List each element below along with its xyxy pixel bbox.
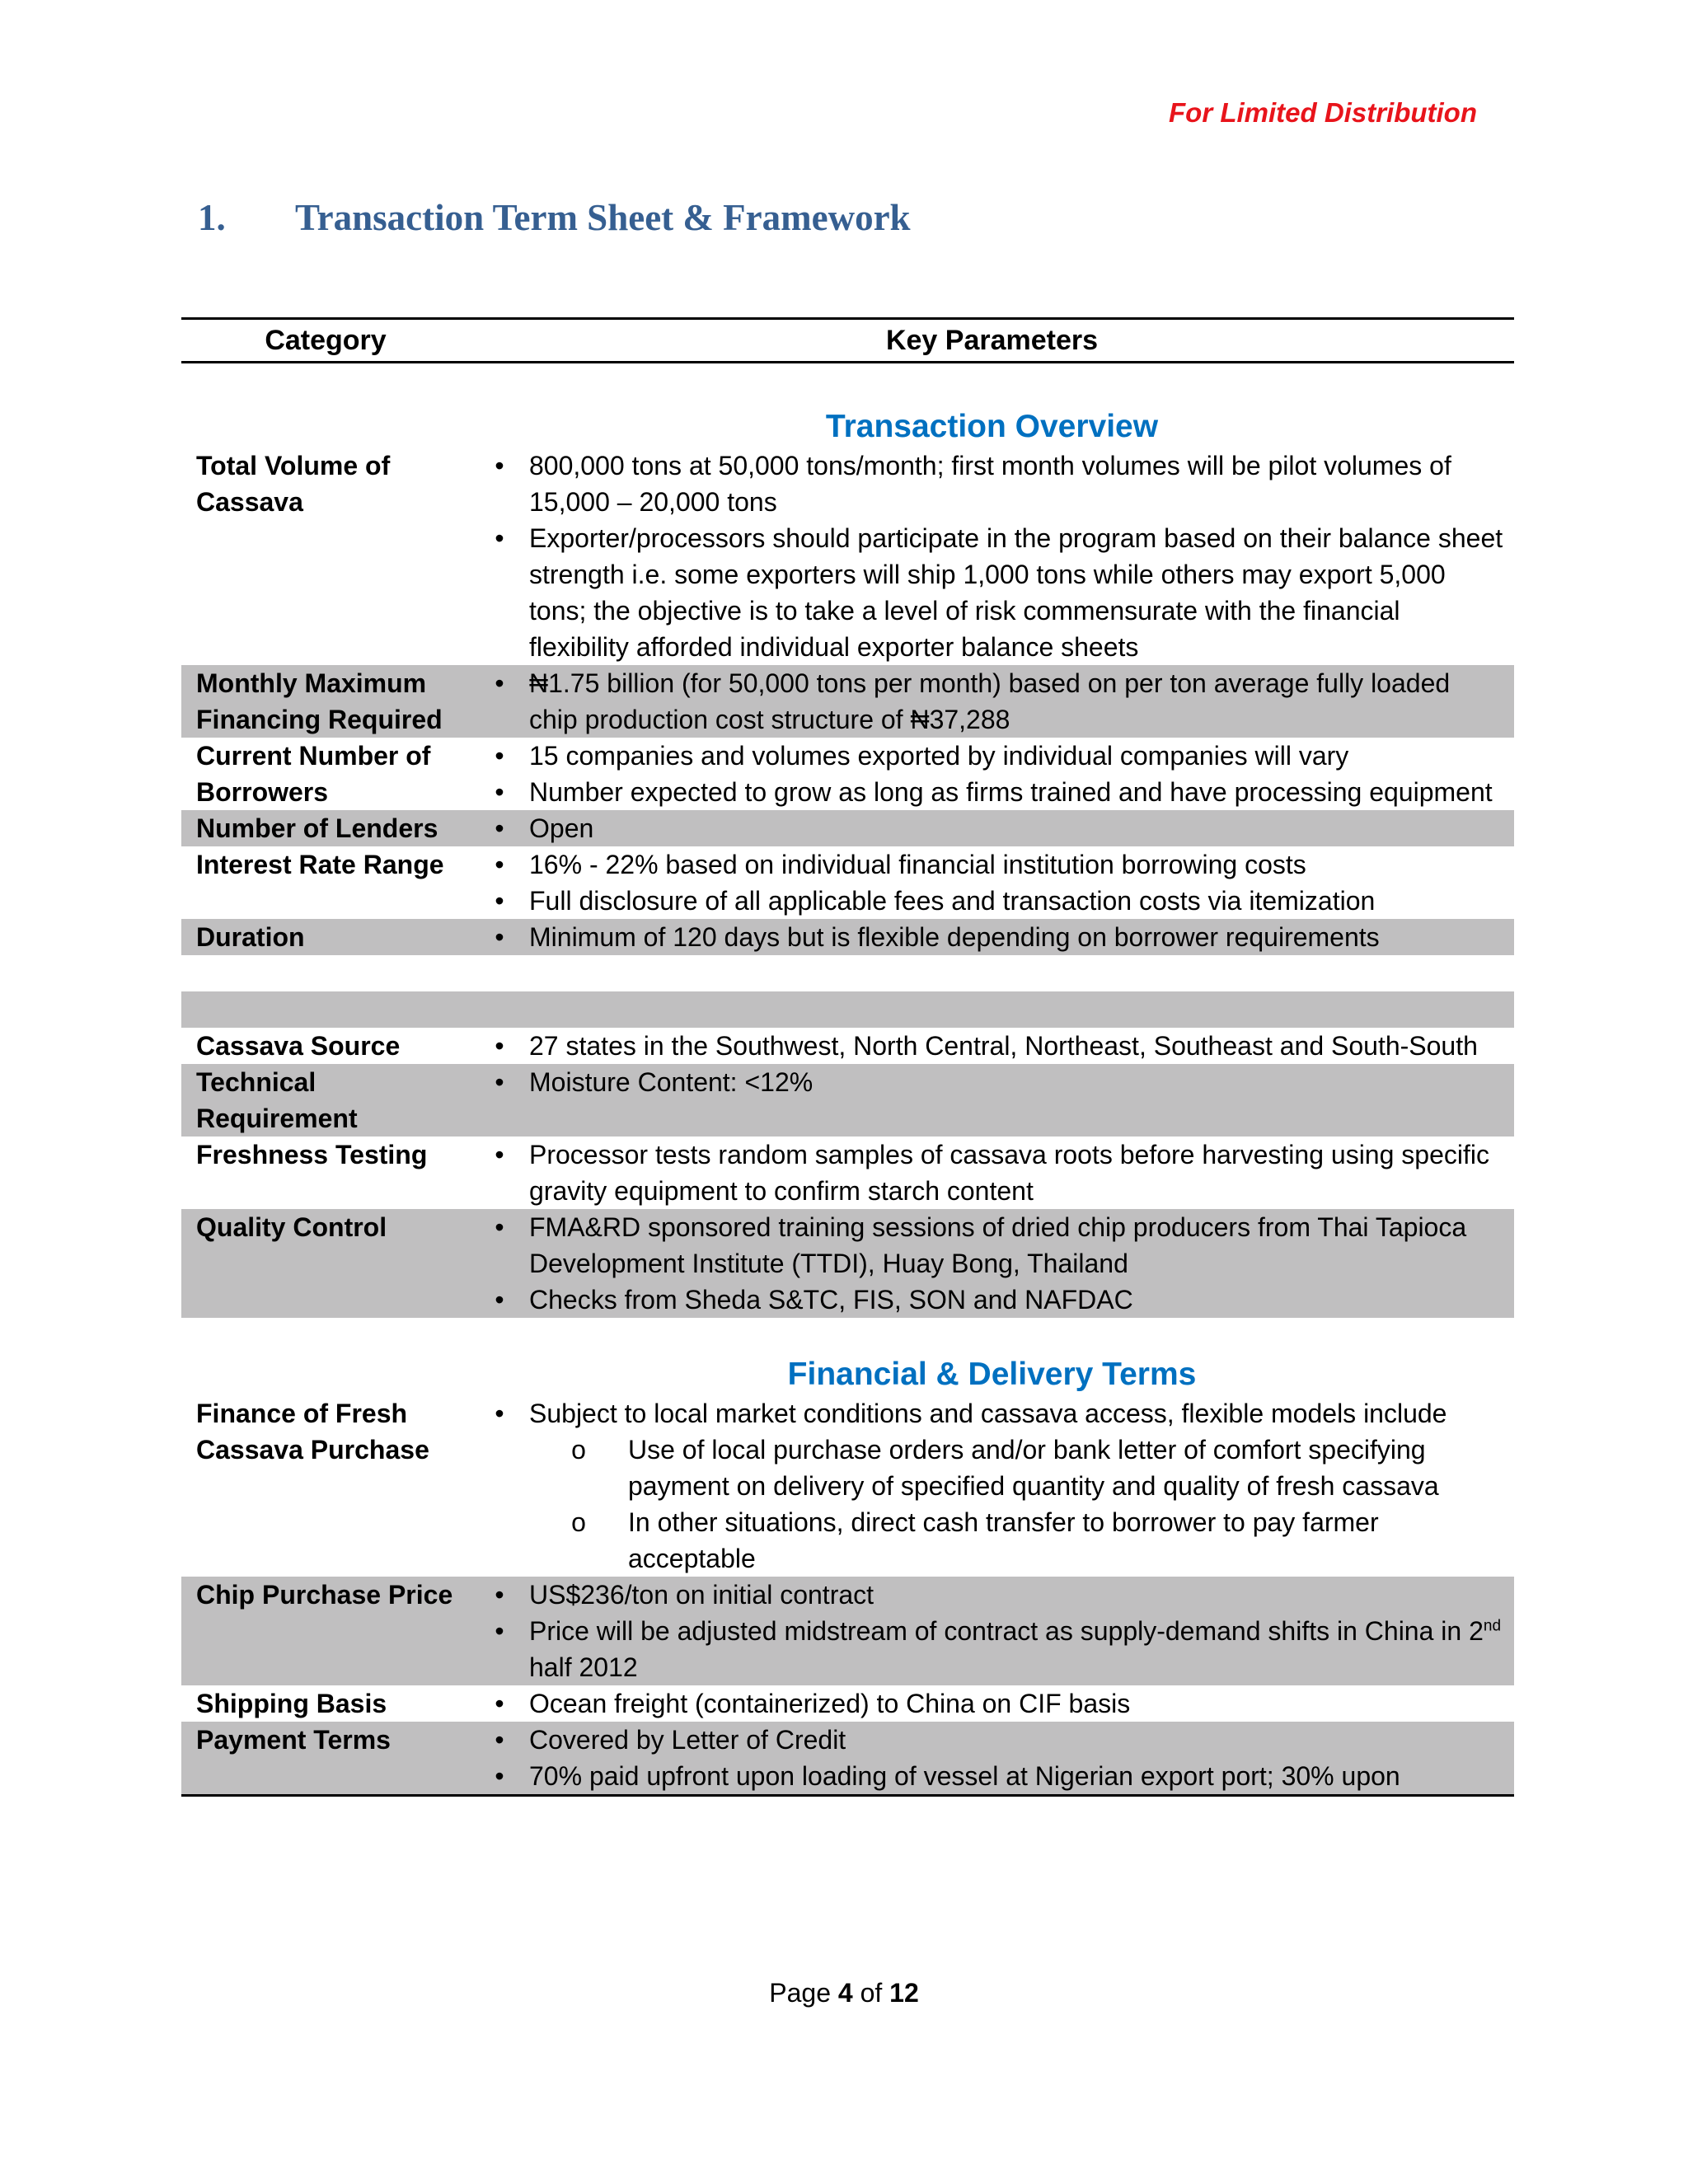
table-row — [181, 665, 1514, 738]
row-label: Duration — [196, 922, 305, 952]
table-row — [181, 1064, 1514, 1137]
param-text: Processor tests random samples of cassava roots before harvesting using specific gravity equipment to confirm starch content — [529, 1140, 1489, 1206]
row-label: Technical Requirement — [196, 1067, 358, 1133]
param-text: 15 companies and volumes exported by individual companies will vary — [529, 741, 1349, 771]
param-text: Checks from Sheda S&TC, FIS, SON and NAFDAC — [529, 1285, 1133, 1315]
param-text: Exporter/processors should participate in the program based on their balance sheet strength i.e. some exporters will ship 1,000 tons while others may export 5,000 tons; the objective is to take a level of risk commensurate with the financial flexibility afforded individual exporter balance sheets — [529, 523, 1503, 662]
table-row — [181, 1028, 1514, 1064]
term-sheet-table — [181, 317, 1514, 1797]
section-title-financial-delivery: Financial & Delivery Terms — [787, 1357, 1197, 1392]
page-total: 12 — [889, 1978, 919, 2008]
param-text: 27 states in the Southwest, North Central, Northeast, Southeast and South-South — [529, 1031, 1478, 1061]
bullet-icon: • — [495, 668, 504, 698]
heading-title: Transaction Term Sheet & Framework — [295, 197, 911, 238]
param-subtext: Use of local purchase orders and/or bank letter of comfort specifying payment on delivery of specified quantity and quality of fresh cassava — [628, 1435, 1439, 1501]
param-text: Ocean freight (containerized) to China on CIF basis — [529, 1689, 1131, 1718]
table-row — [181, 738, 1514, 810]
bullet-icon: • — [495, 1580, 504, 1610]
section-divider-bar — [181, 991, 1514, 1028]
page-footer — [0, 1978, 1688, 2008]
bullet-icon: • — [495, 1140, 504, 1169]
param-text: US$236/ton on initial contract — [529, 1580, 874, 1610]
bullet-icon: • — [495, 1031, 504, 1061]
param-text: Number expected to grow as long as firms trained and have processing equipment — [529, 777, 1493, 807]
table-header — [181, 317, 1514, 363]
param-text: Price will be adjusted midstream of contract as supply-demand shifts in China in 2nd half 2012 — [529, 1616, 1502, 1682]
bullet-icon: • — [495, 1285, 504, 1315]
page-number: 4 — [837, 1978, 853, 2008]
bullet-icon: • — [495, 1212, 504, 1242]
row-label: Chip Purchase Price — [196, 1580, 453, 1610]
sub-bullet-icon: o — [571, 1435, 586, 1465]
bullet-icon: • — [495, 1689, 504, 1718]
param-text: Minimum of 120 days but is flexible depending on borrower requirements — [529, 922, 1380, 952]
table-row — [181, 1137, 1514, 1209]
row-label: Monthly Maximum Financing Required — [196, 668, 443, 734]
column-header-key-parameters: Key Parameters — [885, 324, 1099, 356]
bullet-icon: • — [495, 1725, 504, 1755]
row-label: Current Number of Borrowers — [196, 741, 431, 807]
table-row — [181, 919, 1514, 955]
table-row — [181, 1395, 1514, 1577]
param-text: Moisture Content: <12% — [529, 1067, 814, 1097]
row-label: Cassava Source — [196, 1031, 401, 1061]
row-label: Interest Rate Range — [196, 850, 444, 879]
bullet-icon: • — [495, 850, 504, 879]
param-subtext: In other situations, direct cash transfer to borrower to pay farmer acceptable — [628, 1507, 1379, 1573]
table-bottom-rule — [181, 1794, 1514, 1797]
param-text: Covered by Letter of Credit — [529, 1725, 846, 1755]
param-text: Subject to local market conditions and cassava access, flexible models include — [529, 1399, 1447, 1428]
bullet-icon: • — [495, 1761, 504, 1791]
table-row — [181, 1577, 1514, 1685]
row-label: Shipping Basis — [196, 1689, 387, 1718]
bullet-icon: • — [495, 813, 504, 843]
column-header-category: Category — [265, 324, 387, 356]
bullet-icon: • — [495, 741, 504, 771]
param-text: FMA&RD sponsored training sessions of dried chip producers from Thai Tapioca Development Institute (TTDI), Huay Bong, Thailand — [529, 1212, 1467, 1278]
bullet-icon: • — [495, 451, 504, 480]
table-row — [181, 1685, 1514, 1722]
sub-bullet-icon: o — [571, 1507, 586, 1537]
table-row — [181, 846, 1514, 919]
param-text: Full disclosure of all applicable fees and transaction costs via itemization — [529, 886, 1376, 916]
bullet-icon: • — [495, 523, 504, 553]
row-label: Finance of Fresh Cassava Purchase — [196, 1399, 429, 1465]
heading-number: 1. — [198, 197, 226, 238]
param-text: Open — [529, 813, 594, 843]
bullet-icon: • — [495, 1067, 504, 1097]
table-row — [181, 448, 1514, 665]
page-heading — [198, 196, 911, 239]
row-label: Total Volume of Cassava — [196, 451, 391, 517]
bullet-icon: • — [495, 886, 504, 916]
bullet-icon: • — [495, 1616, 504, 1646]
row-label: Quality Control — [196, 1212, 387, 1242]
page-word: Page — [769, 1978, 831, 2008]
bullet-icon: • — [495, 922, 504, 952]
row-label: Number of Lenders — [196, 813, 438, 843]
table-row — [181, 1209, 1514, 1318]
param-text: 70% paid upfront upon loading of vessel at Nigerian export port; 30% upon — [529, 1761, 1400, 1791]
distribution-notice: For Limited Distribution — [1169, 97, 1477, 128]
param-text: 800,000 tons at 50,000 tons/month; first month volumes will be pilot volumes of 15,000 – 20,000 tons — [529, 451, 1451, 517]
param-text: ₦1.75 billion (for 50,000 tons per month) based on per ton average fully loaded chip production cost structure of ₦37,288 — [529, 668, 1451, 734]
bullet-icon: • — [495, 1399, 504, 1428]
table-row — [181, 810, 1514, 846]
table-row — [181, 1722, 1514, 1794]
row-label: Freshness Testing — [196, 1140, 428, 1169]
of-word: of — [860, 1978, 883, 2008]
bullet-icon: • — [495, 777, 504, 807]
param-text: 16% - 22% based on individual financial institution borrowing costs — [529, 850, 1306, 879]
row-label: Payment Terms — [196, 1725, 391, 1755]
section-title-transaction-overview: Transaction Overview — [825, 409, 1159, 444]
